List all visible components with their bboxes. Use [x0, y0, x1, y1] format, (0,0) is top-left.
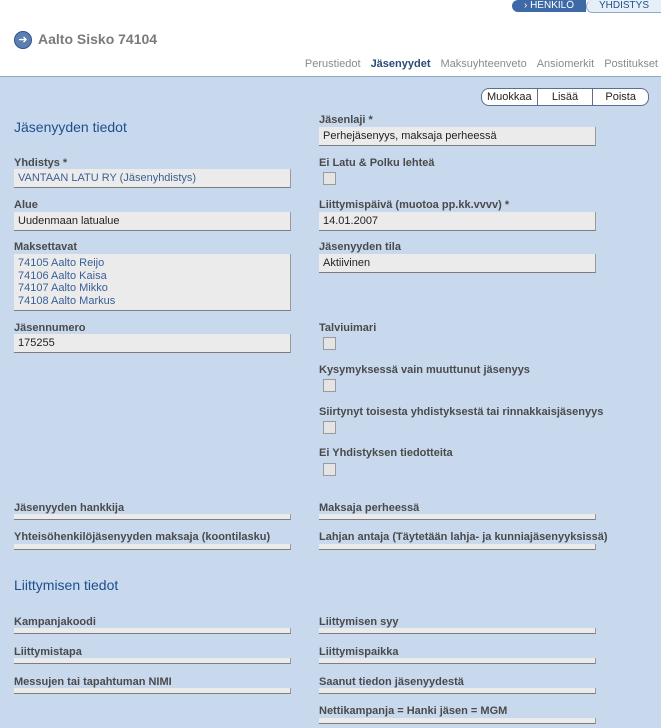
tab-jasenyydet[interactable]: Jäsenyydet [370, 58, 431, 70]
nettikampanja-label: Nettikampanja = Hanki jäsen = MGM [319, 705, 508, 717]
action-buttons [481, 88, 649, 106]
yhteiso-field[interactable] [14, 544, 291, 550]
list-item[interactable]: 74107 Aalto Mikko [18, 282, 108, 294]
messujen-label: Messujen tai tapahtuman NIMI [14, 676, 172, 688]
lahjan-antaja-label: Lahjan antaja (Täytetään lahja- ja kunniajäsenyyksissä) [319, 531, 608, 543]
chevron-right-icon: › [523, 0, 531, 11]
liittymisen-syy-label: Liittymisen syy [319, 616, 399, 628]
liittymistapa-label: Liittymistapa [14, 646, 82, 658]
header [0, 0, 661, 77]
talviuimari-label: Talviuimari [319, 322, 377, 334]
jasennumero-label: Jäsennumero [14, 322, 86, 334]
alue-label: Alue [14, 199, 38, 211]
add-button[interactable]: Lisää [538, 89, 594, 105]
ei-tiedotteita-checkbox[interactable] [323, 463, 336, 476]
top-tab-henkilo[interactable]: › HENKILÖ [512, 0, 586, 12]
kampanjakoodi-field[interactable] [14, 628, 291, 634]
alue-field[interactable]: Uudenmaan latualue [14, 212, 291, 231]
ei-latu-checkbox[interactable] [323, 172, 336, 185]
ei-latu-label: Ei Latu & Polku lehteä [319, 157, 435, 169]
section-tabs [305, 58, 658, 70]
top-tab-yhdistys[interactable]: YHDISTYS [586, 0, 661, 13]
lahjan-antaja-field[interactable] [319, 544, 596, 550]
saanut-tiedon-field[interactable] [319, 688, 596, 694]
kysymyksessa-label: Kysymyksessä vain muuttunut jäsenyys [319, 364, 530, 376]
liittymispaikka-field[interactable] [319, 658, 596, 664]
tila-label: Jäsenyyden tila [319, 241, 401, 253]
tab-maksuyhteenveto[interactable]: Maksuyhteenveto [440, 58, 527, 70]
list-item[interactable]: 74108 Aalto Markus [18, 294, 116, 307]
maksaja-perheessa-field[interactable] [319, 514, 596, 520]
section-title-membership: Jäsenyyden tiedot [14, 119, 127, 135]
talviuimari-checkbox[interactable] [323, 337, 336, 350]
kysymyksessa-checkbox[interactable] [323, 379, 336, 392]
list-item[interactable]: 74105 Aalto Reijo [18, 257, 105, 269]
delete-button[interactable]: Poista [605, 91, 636, 103]
page-title: Aalto Sisko 74104 [38, 31, 158, 47]
yhdistys-field[interactable]: VANTAAN LATU RY (Jäsenyhdistys) [14, 169, 291, 188]
tab-postitukset[interactable]: Postitukset [604, 58, 658, 70]
yhteiso-label: Yhteisöhenkilöjäsenyyden maksaja (koontilasku) [14, 531, 271, 543]
nettikampanja-field[interactable] [319, 718, 596, 724]
kampanjakoodi-label: Kampanjakoodi [14, 616, 96, 628]
jasenlaji-field[interactable]: Perhejäsenyys, maksaja perheessä [319, 127, 596, 146]
jasennumero-field[interactable]: 175255 [14, 334, 291, 353]
list-item[interactable]: 74106 Aalto Kaisa [18, 269, 107, 282]
messujen-field[interactable] [14, 688, 291, 694]
liittymispaiva-label: Liittymispäivä (muotoa pp.kk.vvvv) * [319, 199, 510, 211]
arrow-right-icon[interactable]: ➜ [14, 31, 32, 49]
hankkija-field[interactable] [14, 514, 291, 520]
maksettavat-list [14, 254, 291, 311]
liittymisen-syy-field[interactable] [319, 628, 596, 634]
top-tabs [512, 0, 661, 13]
section-title-joining: Liittymisen tiedot [14, 577, 119, 593]
hankkija-label: Jäsenyyden hankkija [14, 502, 125, 514]
saanut-tiedon-label: Saanut tiedon jäsenyydestä [319, 676, 464, 688]
tab-ansiomerkit[interactable]: Ansiomerkit [536, 58, 595, 70]
liittymispaiva-field[interactable]: 14.01.2007 [319, 212, 596, 231]
yhdistys-label: Yhdistys * [14, 157, 68, 169]
ei-tiedotteita-label: Ei Yhdistyksen tiedotteita [319, 447, 453, 459]
maksaja-perheessa-label: Maksaja perheessä [319, 502, 420, 514]
tila-field[interactable]: Aktiivinen [319, 254, 596, 273]
tab-perustiedot[interactable]: Perustiedot [304, 58, 361, 70]
maksettavat-label: Maksettavat [14, 241, 77, 253]
liittymistapa-field[interactable] [14, 658, 291, 664]
liittymispaikka-label: Liittymispaikka [319, 646, 399, 658]
edit-button[interactable]: Muokkaa [482, 89, 538, 105]
siirtynyt-checkbox[interactable] [323, 421, 336, 434]
siirtynyt-label: Siirtynyt toisesta yhdistyksestä tai rinnakkaisjäsenyys [319, 406, 604, 418]
jasenlaji-label: Jäsenlaji * [319, 114, 373, 126]
